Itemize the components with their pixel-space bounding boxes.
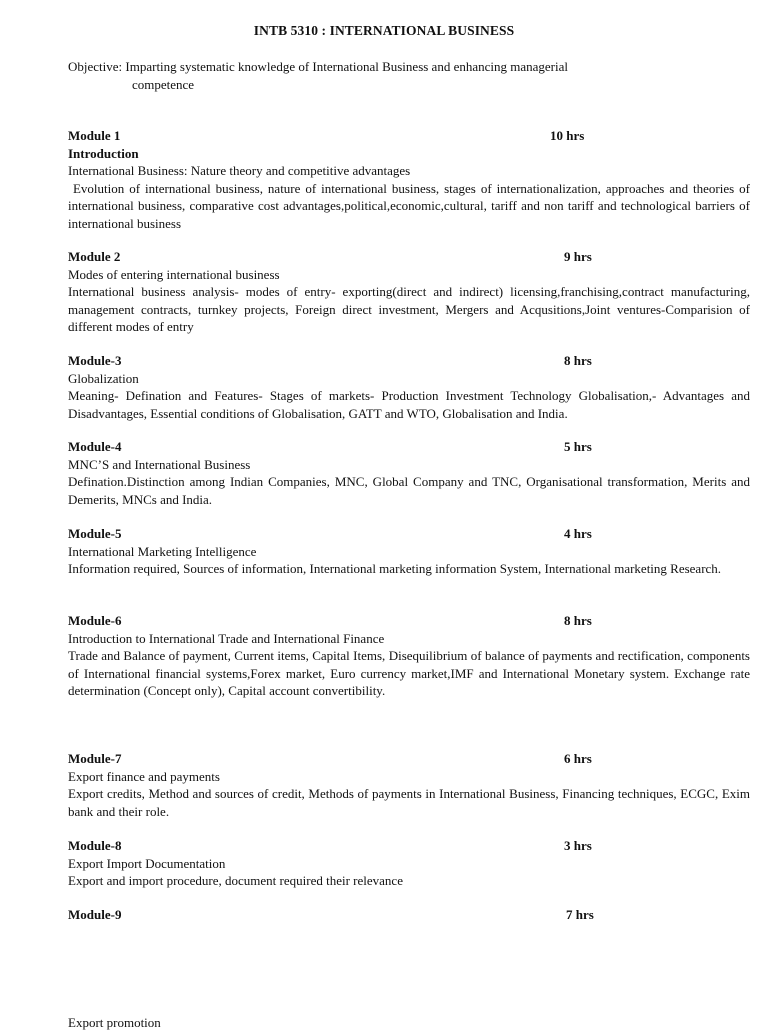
- module-9-title: Module-9: [68, 907, 122, 922]
- module-4-topic: MNC’S and International Business: [68, 456, 251, 472]
- module-1-heading: Introduction: [68, 145, 139, 161]
- module-3: [68, 352, 750, 422]
- module-2-hours: 9 hrs: [564, 249, 592, 264]
- module-9-hours: 7 hrs: [566, 907, 594, 922]
- module-5-content: Information required, Sources of information, International marketing information System, International marketing Research.: [68, 561, 722, 576]
- module-5-topic: International Marketing Intelligence: [68, 543, 257, 559]
- module-4: [68, 438, 750, 508]
- module-1-header: [68, 127, 750, 145]
- module-6-topic: Introduction to International Trade and International Finance: [68, 630, 385, 646]
- module-8-header: [68, 837, 750, 855]
- module-6: [68, 612, 750, 700]
- objective-text: Imparting systematic knowledge of International Business and enhancing managerial: [125, 59, 568, 74]
- module-9: [68, 906, 750, 924]
- module-1-topic: International Business: Nature theory and competitive advantages: [68, 163, 411, 178]
- document-title: INTB 5310 : INTERNATIONAL BUSINESS: [253, 23, 515, 38]
- module-7-topic: Export finance and payments: [68, 768, 220, 784]
- module-6-header: [68, 612, 750, 630]
- objective-line-2: competence: [132, 76, 195, 92]
- module-7-title: Module-7: [68, 751, 122, 766]
- module-2-header: [68, 248, 750, 266]
- module-6-title: Module-6: [68, 613, 122, 628]
- module-4-hours: 5 hrs: [564, 439, 592, 454]
- module-7-hours: 6 hrs: [564, 751, 592, 766]
- module-3-hours: 8 hrs: [564, 353, 592, 368]
- module-5-title: Module-5: [68, 526, 122, 541]
- module-7-content: Export credits, Method and sources of credit, Methods of payments in International Business, Financing techniques, ECGC, Exim bank and their role.: [68, 786, 750, 819]
- module-8-title: Module-8: [68, 838, 122, 853]
- module-2-content: International business analysis- modes of entry- exporting(direct and indirect) licensing,franchising,contract manufacturing, management contracts, turnkey projects, Foreign direct investment, Mergers and Acqusitions,Joint ventures-Comparision of different modes of entry: [68, 284, 750, 334]
- module-9-header: [68, 906, 750, 924]
- module-5: [68, 525, 750, 578]
- module-3-content: Meaning- Defination and Features- Stages of markets- Production Investment Technology Globalisation,- Advantages and Disadvantages, Essential conditions of Globalisation, GATT and WTO, Globalisation and India.: [68, 388, 750, 421]
- module-6-hours: 8 hrs: [564, 613, 592, 628]
- module-3-topic: Globalization: [68, 370, 139, 386]
- module-2-topic: Modes of entering international business: [68, 266, 280, 282]
- module-5-hours: 4 hrs: [564, 526, 592, 541]
- module-1-hours: 10 hrs: [550, 128, 585, 143]
- module-8-content: Export and import procedure, document required their relevance: [68, 873, 403, 888]
- module-4-header: [68, 438, 750, 456]
- module-8-hours: 3 hrs: [564, 838, 592, 853]
- module-3-title: Module-3: [68, 353, 122, 368]
- module-8: [68, 837, 750, 890]
- objective-line-1: [68, 58, 668, 76]
- module-4-title: Module-4: [68, 439, 122, 454]
- module-7: [68, 750, 750, 820]
- module-5-header: [68, 525, 750, 543]
- module-7-header: [68, 750, 750, 768]
- module-3-header: [68, 352, 750, 370]
- module-1: [68, 127, 750, 232]
- cutoff-text: Export promotion: [68, 1015, 161, 1030]
- objective-section: [68, 58, 668, 93]
- module-4-content: Defination.Distinction among Indian Companies, MNC, Global Company and TNC, Organisational transformation, Merits and Demerits, MNCs and India.: [68, 474, 750, 507]
- module-1-title: Module 1: [68, 128, 121, 143]
- objective-label: Objective:: [68, 59, 123, 74]
- module-8-topic: Export Import Documentation: [68, 855, 226, 871]
- module-6-content: Trade and Balance of payment, Current items, Capital Items, Disequilibrium of balance of payments and rectification, components of International financial systems,Forex market, Euro currency market,IMF and International Monetary system. Exchange rate determination (Concept only), Capital account convertibility.: [68, 648, 750, 698]
- module-1-content: Evolution of international business, nature of international business, stages of internationalization, approaches and theories of international business, comparative cost advantages,political,economic,cultural, tariff and non tariff and technological barriers of international business: [68, 180, 750, 231]
- module-2: [68, 248, 750, 336]
- module-2-title: Module 2: [68, 249, 121, 264]
